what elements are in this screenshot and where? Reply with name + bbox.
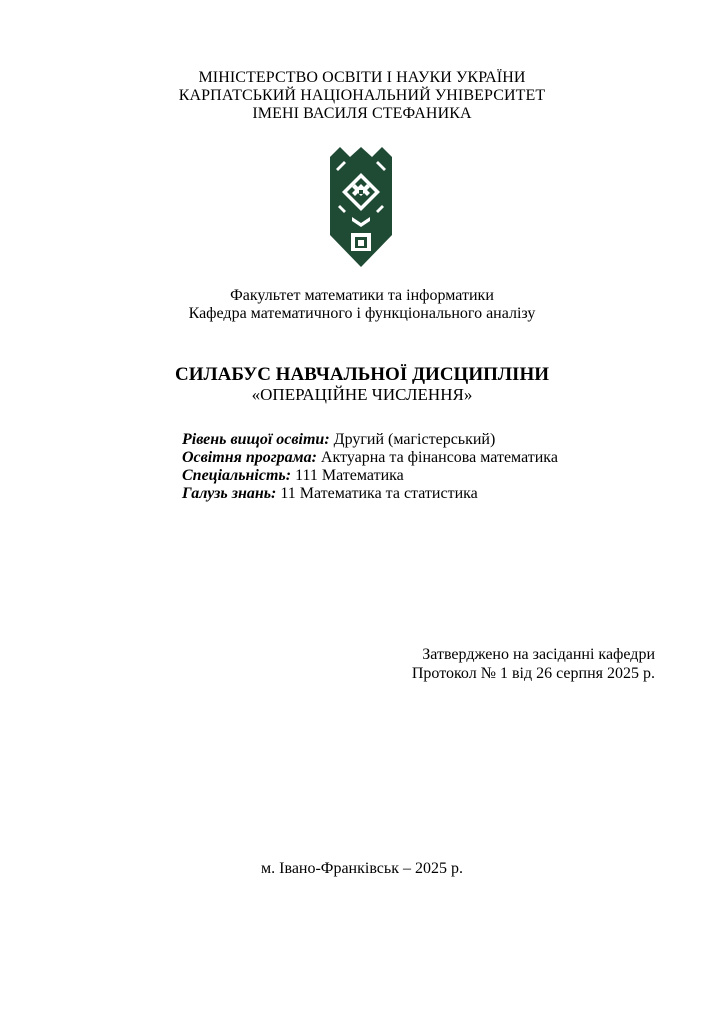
department-name: Кафедра математичного і функціонального аналізу xyxy=(188,305,536,322)
ministry-header xyxy=(0,69,724,123)
info-row-specialty xyxy=(182,467,558,485)
info-row-education-level xyxy=(182,431,558,449)
info-label: Освітня програма: xyxy=(182,449,317,466)
title-block xyxy=(0,365,724,404)
info-value: 11 Математика та статистика xyxy=(276,485,478,502)
info-label: Спеціальність: xyxy=(182,467,292,484)
city-year: м. Івано-Франківськ – 2025 р. xyxy=(261,860,463,877)
info-label: Галузь знань: xyxy=(182,485,277,502)
faculty-block xyxy=(0,287,724,323)
info-value: Актуарна та фінансова математика xyxy=(316,449,558,466)
info-label: Рівень вищої освіти: xyxy=(182,431,330,448)
document-title: СИЛАБУС НАВЧАЛЬНОЇ ДИСЦИПЛІНИ xyxy=(174,364,550,385)
approval-line: Затверджено на засіданні кафедри xyxy=(422,646,655,663)
info-row-program xyxy=(182,449,558,467)
info-row-field xyxy=(182,485,558,503)
info-value: 111 Математика xyxy=(291,467,404,484)
program-info xyxy=(182,431,558,503)
header-line-ministry: МІНІСТЕРСТВО ОСВІТИ І НАУКИ УКРАЇНИ xyxy=(198,69,526,86)
emblem-ornament-center xyxy=(359,190,363,194)
approval-block xyxy=(412,645,655,683)
faculty-name: Факультет математики та інформатики xyxy=(230,287,494,304)
header-line-named-after: ІМЕНІ ВАСИЛЯ СТЕФАНИКА xyxy=(252,105,472,122)
emblem-gate-core xyxy=(358,240,364,246)
protocol-line: Протокол № 1 від 26 серпня 2025 р. xyxy=(411,665,655,682)
university-emblem-icon xyxy=(330,147,392,267)
course-title: «ОПЕРАЦІЙНЕ ЧИСЛЕННЯ» xyxy=(251,385,473,404)
header-line-university: КАРПАТСЬКИЙ НАЦІОНАЛЬНИЙ УНІВЕРСИТЕТ xyxy=(178,87,546,104)
info-value: Другий (магістерський) xyxy=(329,431,496,448)
